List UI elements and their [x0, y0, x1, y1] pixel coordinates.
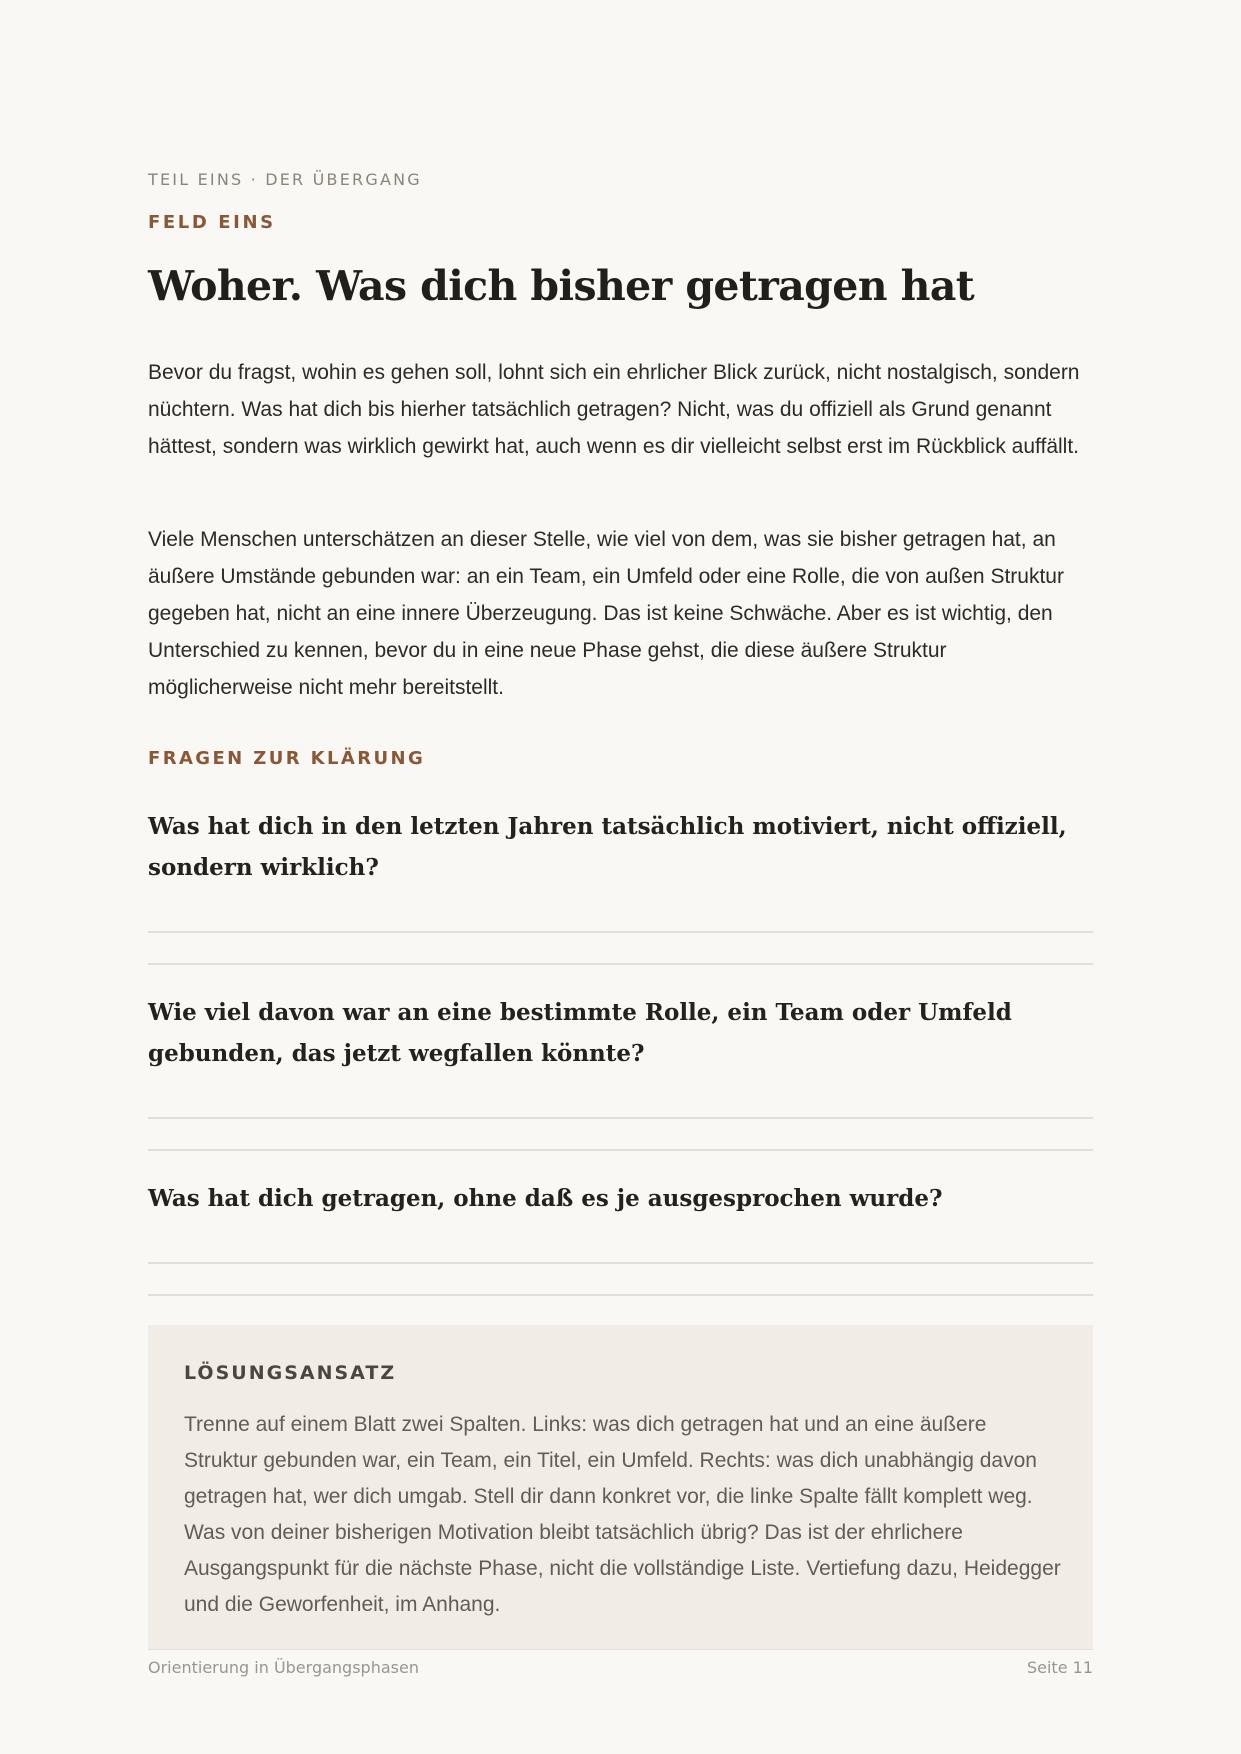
body-paragraph: Viele Menschen unterschätzen an dieser Stelle, wie viel von dem, was sie bisher getragen hat, an äußere Umstände gebunden war: an ein Team, ein Umfeld oder eine Rolle, die von außen Struktur gegeben hat, nicht an eine innere Überzeugung. Das ist keine Schwäche. Aber es ist wichtig, den Unterschied zu kennen, bevor du in eine neue Phase gehst, die diese äußere Struktur möglicherweise nicht mehr bereitstellt.	[148, 528, 1064, 699]
solution-label: LÖSUNGSANSATZ	[184, 1362, 397, 1384]
page-title: Woher. Was dich bisher getragen hat	[148, 262, 975, 310]
field-label: FELD EINS	[148, 212, 276, 233]
page-number: Seite 11	[1026, 1658, 1093, 1677]
answer-line[interactable]	[148, 1149, 1093, 1151]
part-label: TEIL EINS · DER ÜBERGANG	[148, 170, 422, 189]
solution-text: Trenne auf einem Blatt zwei Spalten. Links: was dich getragen hat und an eine äußere Struktur gebunden war, ein Team, ein Titel, ein Umfeld. Rechts: was dich unabhängig davon getragen hat, wer dich umgab. Stell dir dann konkret vor, die linke Spalte fällt komplett weg. Was von deiner bisherigen Motivation bleibt tatsächlich übrig? Das ist der ehrlichere Ausgangspunkt für die nächste Phase, nicht die vollständige Liste. Vertiefung dazu, Heidegger und die Geworfenheit, im Anhang.	[184, 1413, 1061, 1616]
answer-line[interactable]	[148, 963, 1093, 965]
question-3: Was hat dich getragen, ohne daß es je ausgesprochen wurde?	[148, 1185, 943, 1212]
answer-line[interactable]	[148, 1117, 1093, 1119]
answer-line[interactable]	[148, 1294, 1093, 1296]
answer-line[interactable]	[148, 1262, 1093, 1264]
solution-box	[148, 1325, 1093, 1650]
answer-line[interactable]	[148, 931, 1093, 933]
question-1: Was hat dich in den letzten Jahren tatsächlich motiviert, nicht offiziell, sondern wirklich?	[148, 813, 1067, 881]
footer-title: Orientierung in Übergangsphasen	[148, 1658, 419, 1677]
questions-label: FRAGEN ZUR KLÄRUNG	[148, 748, 426, 769]
body-paragraph: Bevor du fragst, wohin es gehen soll, lohnt sich ein ehrlicher Blick zurück, nicht nostalgisch, sondern nüchtern. Was hat dich bis hierher tatsächlich getragen? Nicht, was du offiziell als Grund genannt hättest, sondern was wirklich gewirkt hat, auch wenn es dir vielleicht selbst erst im Rückblick auffällt.	[148, 361, 1080, 458]
question-2: Wie viel davon war an eine bestimmte Rolle, ein Team oder Umfeld gebunden, das jetzt wegfallen könnte?	[148, 999, 1012, 1067]
